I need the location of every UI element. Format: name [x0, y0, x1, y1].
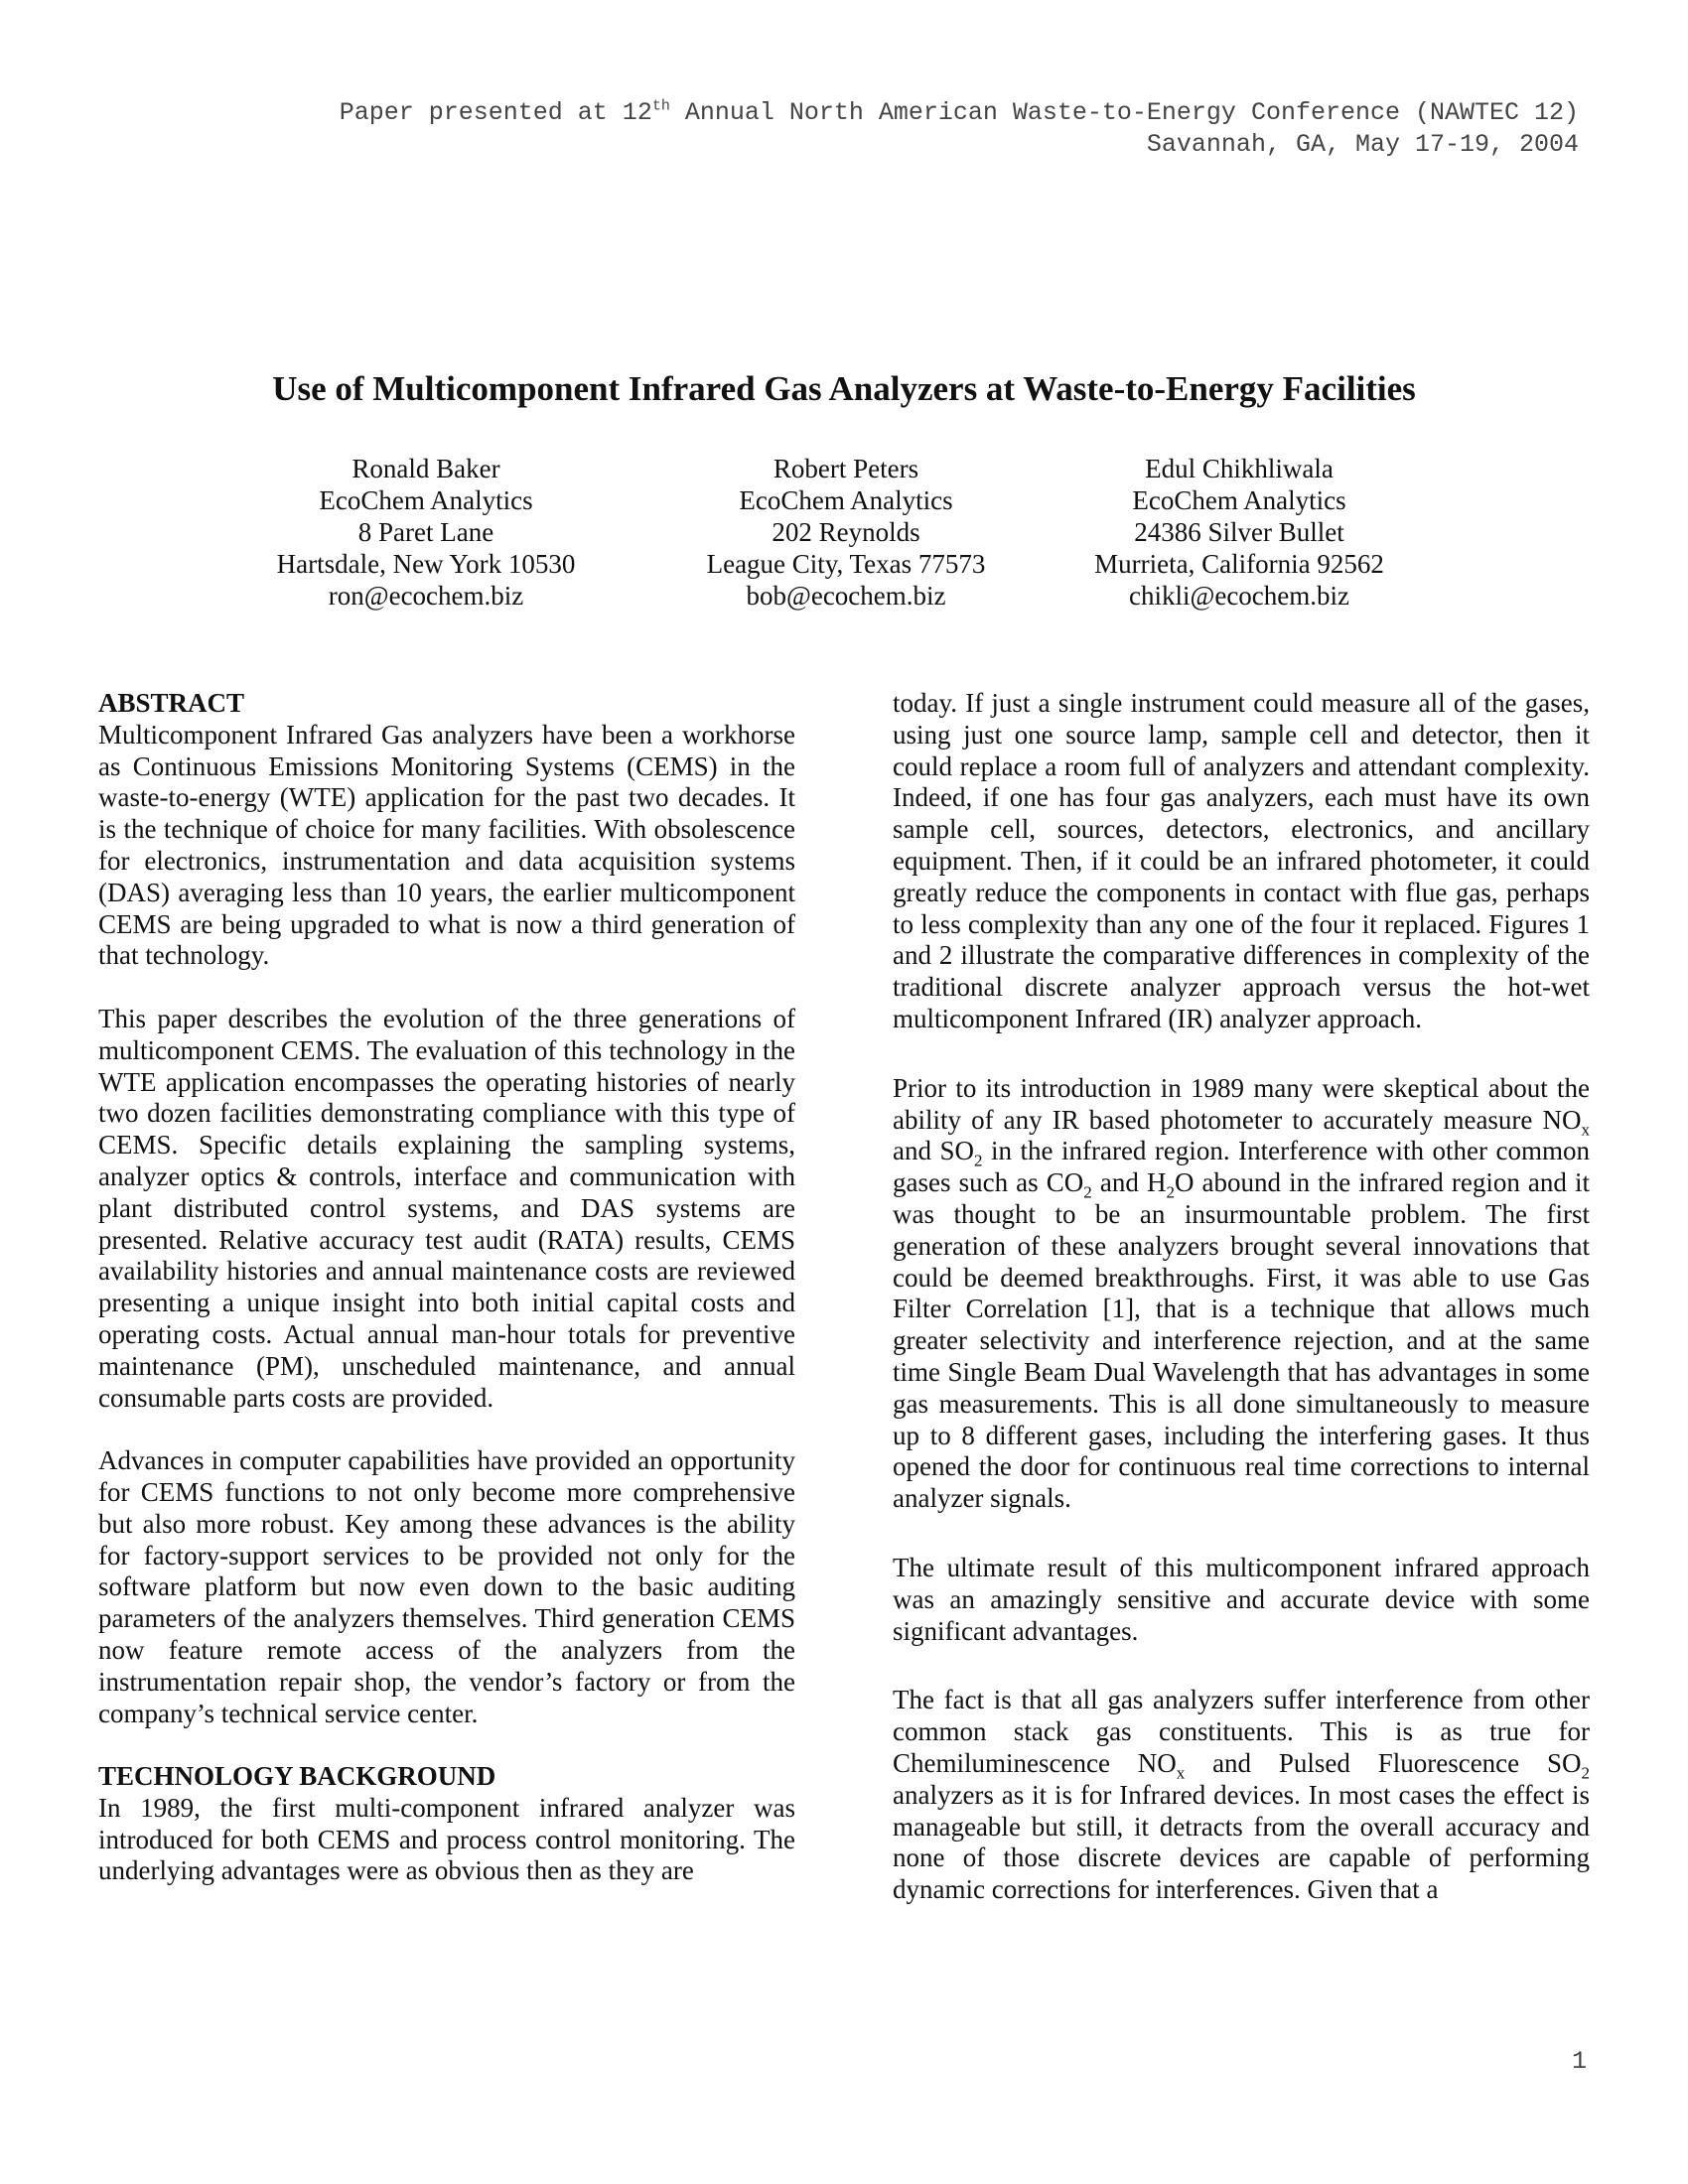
author-city: Murrieta, California 92562: [1094, 549, 1384, 579]
author-email: bob@ecochem.biz: [746, 581, 946, 611]
author-organization: EcoChem Analytics: [1132, 485, 1346, 515]
left-column: [98, 688, 795, 1887]
abstract-paragraph-2: This paper describes the evolution of the three generations of multicomponent CEMS. The evaluation of this technology in the WTE application encompasses the operating histories of nearly two dozen facilities demonstrating compliance with this type of CEMS. Specific details explaining the sampling systems, analyzer optics & controls, interface and communication with plant distributed control systems, and DAS systems are presented. Relative accuracy test audit (RATA) results, CEMS availability histories and annual maintenance costs are reviewed presenting a unique insight into both initial capital costs and operating costs. Actual annual man-hour totals for preventive maintenance (PM), unscheduled maintenance, and annual consumable parts costs are provided.: [98, 1003, 795, 1413]
paper-title: Use of Multicomponent Infrared Gas Analyzers at Waste-to-Energy Facilities: [272, 369, 1416, 408]
author-street: 202 Reynolds: [772, 517, 920, 547]
author-name: Ronald Baker: [352, 454, 500, 483]
author-block-3: [1031, 453, 1448, 612]
header-line-2: Savannah, GA, May 17-19, 2004: [1146, 130, 1579, 159]
right-column: [893, 688, 1590, 1906]
page-number: 1: [1571, 2047, 1587, 2076]
author-name: Edul Chikhliwala: [1145, 454, 1334, 483]
body-paragraph-3: The ultimate result of this multicomponent infrared approach was an amazingly sensitive and accurate device with some significant advantages.: [893, 1552, 1590, 1646]
technology-background-heading: TECHNOLOGY BACKGROUND: [98, 1761, 496, 1792]
author-block-1: [217, 453, 634, 612]
author-city: League City, Texas 77573: [706, 549, 986, 579]
header-line-1: Paper presented at 12th Annual North American Waste-to-Energy Conference (NAWTEC 12): [339, 97, 1579, 127]
conference-header: [189, 97, 1579, 161]
author-name: Robert Peters: [773, 454, 919, 483]
body-paragraph-2: Prior to its introduction in 1989 many were skeptical about the ability of any IR based photometer to accurately measure $NO_x$ and $SO_2$ in the infrared region. Interference with other common gases such as $CO_2$ and $H_2O$ abound in the infrared region and it was thought to be an insurmountable problem. The first generation of these analyzers brought several innovations that could be deemed breakthroughs. First, it was able to use Gas Filter Correlation [1], that is a technique that allows much greater selectivity and interference rejection, and at the same time Single Beam Dual Wavelength that has advantages in some gas measurements. This is all done simultaneously to measure up to 8 different gases, including the interfering gases. It thus opened the door for continuous real time corrections to internal analyzer signals.: [893, 1072, 1590, 1514]
author-street: 24386 Silver Bullet: [1134, 517, 1344, 547]
author-organization: EcoChem Analytics: [739, 485, 953, 515]
abstract-paragraph-3: Advances in computer capabilities have provided an opportunity for CEMS functions to not only become more comprehensive but also more robust. Key among these advances is the ability for factory-support services to be provided not only for the software platform but now even down to the basic auditing parameters of the analyzers themselves. Third generation CEMS now feature remote access of the analyzers from the instrumentation repair shop, the vendor’s factory or from the company’s technical service center.: [98, 1445, 795, 1728]
body-paragraph-1: today. If just a single instrument could measure all of the gases, using just one source lamp, sample cell and detector, then it could replace a room full of analyzers and attendant complexity. Indeed, if one has four gas analyzers, each must have its own sample cell, sources, detectors, electronics, and ancillary equipment. Then, if it could be an infrared photometer, it could greatly reduce the components in contact with flue gas, perhaps to less complexity than any one of the four it replaced. Figures 1 and 2 illustrate the comparative differences in complexity of the traditional discrete analyzer approach versus the hot-wet multicomponent Infrared (IR) analyzer approach.: [893, 688, 1590, 1033]
technology-paragraph-1: In 1989, the first multi-component infrared analyzer was introduced for both CEMS and process control monitoring. The underlying advantages were as obvious then as they are: [98, 1792, 795, 1886]
author-city: Hartsdale, New York 10530: [276, 549, 576, 579]
body-paragraph-4: The fact is that all gas analyzers suffer interference from other common stack gas constituents. This is as true for Chemiluminescence $NO_x$ and Pulsed Fluorescence $SO_2$ analyzers as it is for Infrared devices. In most cases the effect is manageable but still, it detracts from the overall accuracy and none of those discrete devices are capable of performing dynamic corrections for interferences. Given that a: [893, 1685, 1590, 1905]
author-email: ron@ecochem.biz: [328, 581, 524, 611]
author-block-2: [637, 453, 1055, 612]
abstract-heading: ABSTRACT: [98, 688, 245, 718]
author-street: 8 Paret Lane: [357, 517, 494, 547]
author-organization: EcoChem Analytics: [319, 485, 533, 515]
author-email: chikli@ecochem.biz: [1128, 581, 1350, 611]
abstract-paragraph-1: Multicomponent Infrared Gas analyzers have been a workhorse as Continuous Emissions Monitoring Systems (CEMS) in the waste-to-energy (WTE) application for the past two decades. It is the technique of choice for many facilities. With obsolescence for electronics, instrumentation and data acquisition systems (DAS) averaging less than 10 years, the earlier multicomponent CEMS are being upgraded to what is now a third generation of that technology.: [98, 719, 795, 971]
